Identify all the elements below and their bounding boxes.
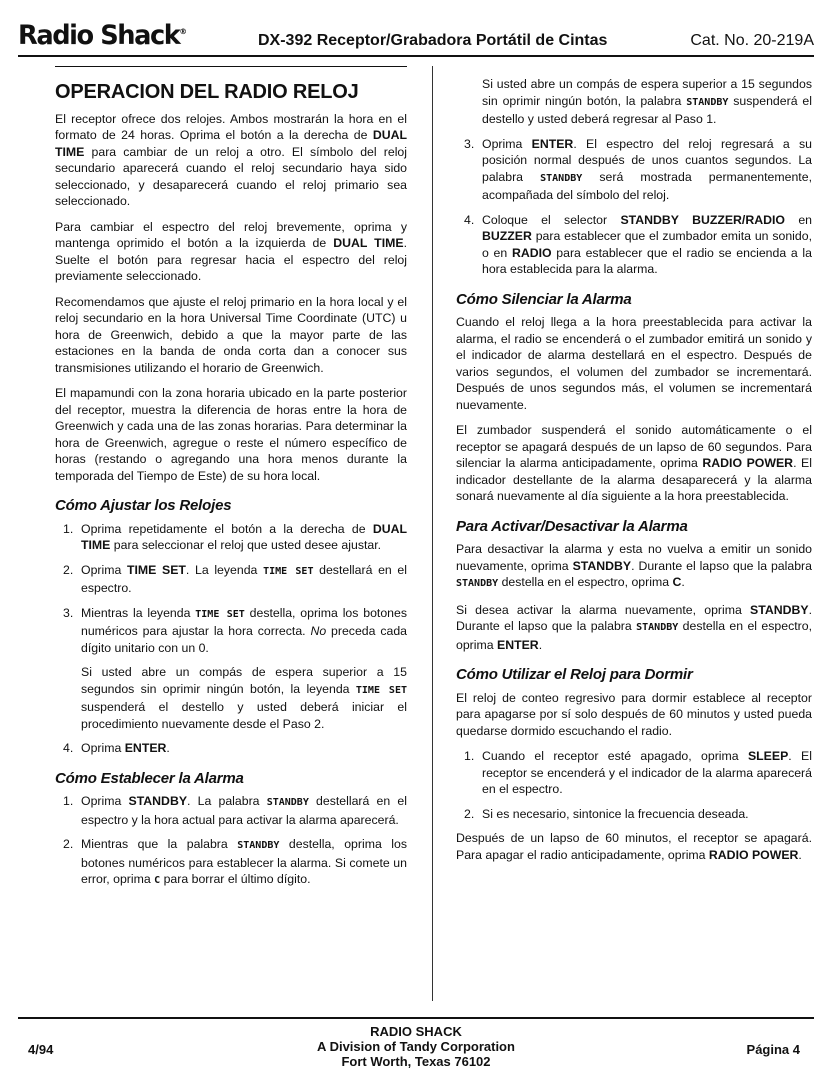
paragraph: El reloj de conteo regresivo para dormir establece al receptor para apagarse por sí solo después de 60 minutos y usted pueda quedarse dormido escuchando el radio.: [456, 690, 812, 738]
subsection-heading: Cómo Establecer la Alarma: [55, 769, 244, 787]
list-item: 4. Oprima ENTER.: [63, 741, 170, 755]
subsection-heading: Cómo Silenciar la Alarma: [456, 290, 632, 308]
list-item: 2. Oprima TIME SET. La leyenda TIME SET destellará en el espectro.: [63, 562, 407, 595]
paragraph: El receptor ofrece dos relojes. Ambos mostrarán la hora en el formato de 24 horas. Oprima el botón a la derecha de DUAL TIME para cambiar de un reloj a otro. El símbolo del reloj secundario aparecerá cuando el reloj secundario haya sido seleccionado, y desaparecerá cuando el reloj primario sea seleccionado.: [55, 111, 407, 208]
left-column: [55, 66, 407, 898]
list-item: 1. Oprima repetidamente el botón a la derecha de DUAL TIME para seleccionar el reloj que usted desee ajustar.: [63, 521, 407, 552]
list-item: 1. Oprima STANDBY. La palabra STANDBY destellará en el espectro y la hora actual para activar la alarma aparecerá.: [63, 794, 407, 827]
list-item: Si usted abre un compás de espera superior a 15 segundos sin oprimir ningún botón, la palabra STANDBY suspenderá el destello y usted deberá regresar al Paso 1.: [482, 77, 812, 126]
paragraph: Para cambiar el espectro del reloj brevemente, oprima y mantenga oprimido el botón a la izquierda de DUAL TIME. Suelte el botón para regresar hacia el espectro del reloj previamente seleccionado.: [55, 219, 407, 283]
list-item: 3. Oprima ENTER. El espectro del reloj regresará a su posición normal después de unos cuantos segundos. La palabra STANDBY será mostrada permanentemente, acompañada del símbolo del reloj.: [464, 136, 813, 202]
paragraph: El zumbador suspenderá el sonido automáticamente o el receptor se apagará después de un lapso de 60 segundos. Para silenciar la alarma anticipadamente, oprima RADIO POWER. El indicador destellante de la alarma desaparecerá y la alarma sonará nuevamente al día siguiente a la hora preestablecida.: [456, 423, 812, 503]
header-rule: [18, 55, 814, 57]
document-title: DX-392 Receptor/Grabadora Portátil de Cintas: [258, 32, 608, 49]
footer-date: 4/94: [28, 1042, 54, 1057]
page-footer: [18, 1022, 814, 1072]
section-heading: OPERACION DEL RADIO RELOJ: [55, 66, 407, 111]
subsection-heading: Para Activar/Desactivar la Alarma: [456, 517, 688, 535]
subsection-heading: Cómo Ajustar los Relojes: [55, 497, 232, 514]
paragraph: Cuando el reloj llega a la hora preestablecida para activar la alarma, el radio se encenderá o el zumbador emitirá un sonido y el indicador de alarma destellará en el espectro. Después de varios segundos, el volumen del zumbador se incrementará. Después de unos segundos más, el volumen se incrementará nuevamente.: [456, 315, 812, 412]
steps-list: [456, 748, 812, 822]
paragraph: Para desactivar la alarma y esta no vuelva a emitir un sonido nuevamente, oprima STANDBY. Durante el lapso que la palabra STANDBY destella en el espectro, oprima C.: [456, 542, 812, 589]
column-divider: [432, 66, 433, 1001]
company-name: RADIO SHACK: [370, 1024, 462, 1039]
company-division: A Division of Tandy Corporation: [317, 1039, 515, 1054]
paragraph: El mapamundi con la zona horaria ubicado en la parte posterior del receptor, muestra la diferencia de horas entre la hora de Greenwich y cada una de las zonas horarias. Para determinar la hora de Greenwich, agregue o reste el número específico de horas (restando o agregando una hora menos durante la temporada del Tiempo de Este) de su hora local.: [55, 386, 407, 483]
steps-list: [55, 793, 407, 890]
footer-company: [18, 1024, 814, 1069]
list-item: 2. Si es necesario, sintonice la frecuencia deseada.: [464, 806, 749, 821]
page-header: [18, 22, 814, 52]
steps-list-continued: [456, 76, 812, 278]
steps-list: [55, 521, 407, 757]
list-item: 3. Mientras la leyenda TIME SET destella, oprima los botones numéricos para ajustar la hora correcta. No preceda cada dígito unitario con un 0. Si usted abre un compás de espera superior a 15 segundos sin oprimir ningún botón, la leyenda TIME SET suspenderá el destello y usted deberá iniciar el procedimiento nuevamente desde el Paso 2.: [63, 605, 407, 731]
paragraph: Si desea activar la alarma nuevamente, oprima STANDBY. Durante el lapso que la palabra STANDBY destella en el espectro, oprima ENTER.: [456, 602, 812, 652]
subsection-heading: Cómo Utilizar el Reloj para Dormir: [456, 666, 693, 683]
page-number: Página 4: [746, 1042, 800, 1057]
list-item: 1. Cuando el receptor esté apagado, oprima SLEEP. El receptor se encenderá y el indicador de la alarma aparecerá en el espectro.: [464, 749, 812, 796]
list-item: 2. Mientras que la palabra STANDBY destella, oprima los botones numéricos para establecer la alarma. Si comete un error, oprima C para borrar el último dígito.: [63, 837, 407, 886]
catalog-number: Cat. No. 20-219A: [690, 32, 814, 49]
right-column: [456, 76, 812, 872]
paragraph: Después de un lapso de 60 minutos, el receptor se apagará. Para apagar el radio anticipadamente, oprima RADIO POWER.: [456, 831, 812, 862]
paragraph: Recomendamos que ajuste el reloj primario en la hora local y el reloj secundario en la hora Universal Time Coordinate (UTC) u hora de Greenwich, debido a que la mayor parte de las estaciones en la banda de onda corta dan a conocer sus transmisiones utilizando el horario de Greenwich.: [55, 294, 407, 375]
list-item: 4. Coloque el selector STANDBY BUZZER/RADIO en BUZZER para establecer que el zumbador emita un sonido, o en RADIO para establecer que el radio se encienda a la hora establecida para la alarma.: [464, 212, 812, 276]
radio-shack-logo: Radio Shack®: [18, 20, 187, 51]
footer-rule: [18, 1017, 814, 1019]
company-city: Fort Worth, Texas 76102: [341, 1054, 491, 1069]
